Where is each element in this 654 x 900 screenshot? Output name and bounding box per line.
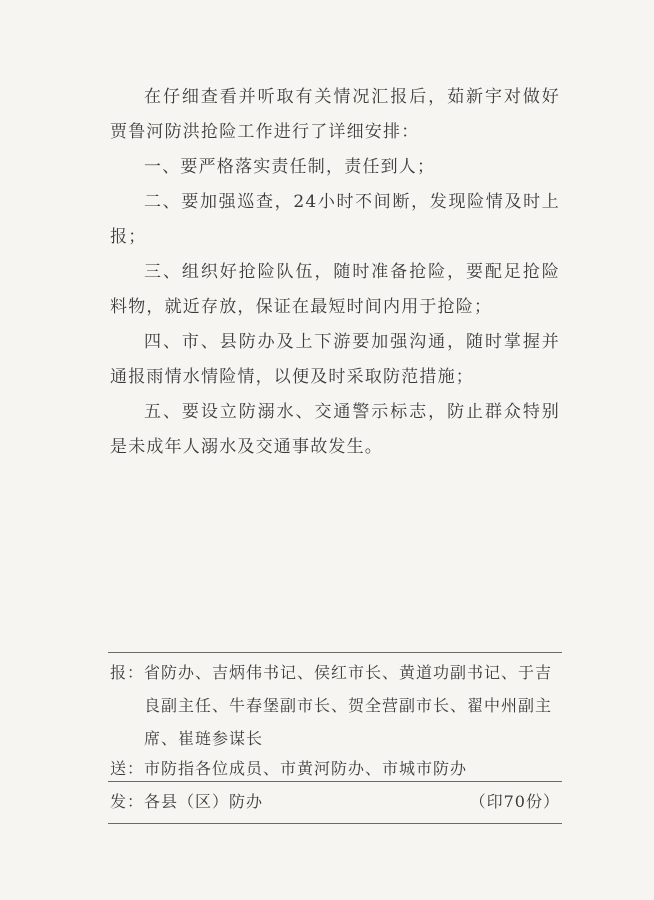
paragraph-item-3: 三、组织好抢险队伍，随时准备抢险，要配足抢险料物，就近存放，保证在最短时间内用于抢险；	[110, 262, 560, 317]
send-to-row	[110, 757, 562, 781]
send-to-recipients: 市防指各位成员、市黄河防办、市城市防办	[144, 759, 468, 778]
send-to-label: 送：	[110, 759, 145, 778]
paragraph-item-1: 一、要严格落实责任制，责任到人；	[144, 157, 436, 177]
report-to-recipients: 省防办、吉炳伟书记、侯红市长、黄道功副书记、于吉良副主任、牛春堡副市长、贺全营副市长、翟中州副主席、崔琏参谋长	[144, 663, 553, 748]
paragraph-intro: 在仔细查看并听取有关情况汇报后，茹新宇对做好贾鲁河防洪抢险工作进行了详细安排：	[110, 87, 560, 142]
distribution-bottom-rule	[108, 823, 562, 824]
issue-to-recipients: 各县（区）防办	[144, 792, 264, 811]
document-body	[110, 80, 560, 465]
report-to-row	[110, 656, 562, 755]
paragraph-item-2: 二、要加强巡查，24小时不间断，发现险情及时上报；	[110, 192, 560, 247]
issue-to-row	[110, 786, 560, 818]
print-copies: （印70份）	[469, 792, 560, 811]
report-to-label: 报：	[110, 663, 145, 682]
paragraph-item-5: 五、要设立防溺水、交通警示标志，防止群众特别是未成年人溺水及交通事故发生。	[110, 402, 560, 457]
paragraph-item-4: 四、市、县防办及上下游要加强沟通，随时掌握并通报雨情水情险情，以便及时采取防范措施；	[110, 332, 560, 387]
distribution-top-rule	[108, 652, 562, 653]
issue-to-label: 发：	[110, 792, 145, 811]
distribution-middle-rule	[108, 781, 562, 782]
